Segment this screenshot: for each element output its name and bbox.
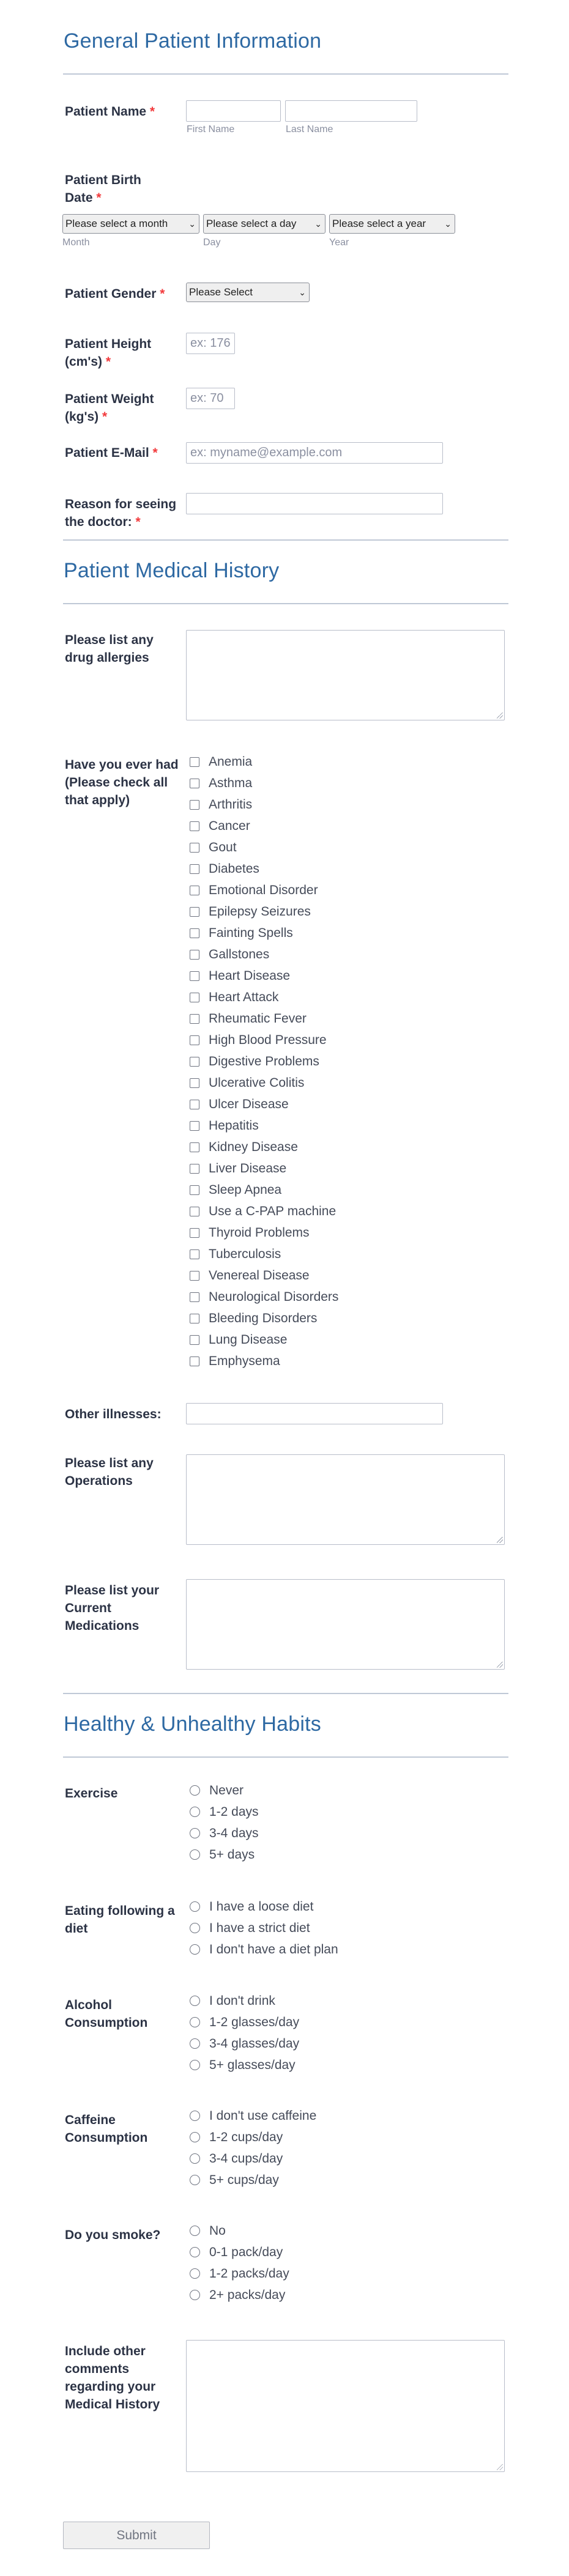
condition-option[interactable] [190, 815, 250, 837]
diet-option[interactable] [190, 1917, 310, 1939]
condition-option[interactable] [190, 1243, 281, 1265]
radio-button[interactable] [190, 1923, 200, 1933]
condition-option[interactable] [190, 1008, 307, 1029]
alcohol-option-label: 5+ glasses/day [209, 2057, 296, 2072]
alcohol-option[interactable] [190, 2012, 299, 2033]
year-sublabel: Year [329, 237, 349, 248]
checkbox[interactable] [190, 1100, 199, 1109]
day-sublabel: Day [203, 237, 221, 248]
allergies-textarea[interactable] [186, 630, 505, 720]
first-name-sublabel: First Name [187, 124, 235, 135]
patient-name-label: Patient Name * [65, 105, 155, 119]
caffeine-option[interactable] [190, 2126, 283, 2148]
email-input[interactable]: ex: myname@example.com [186, 442, 443, 464]
radio-button[interactable] [190, 1944, 200, 1955]
required-mark: * [149, 105, 155, 119]
checkbox[interactable] [190, 1185, 199, 1195]
birth-month-select[interactable]: Please select a month ⌄ [62, 214, 199, 234]
operations-label: Please list any Operations [65, 1456, 154, 1488]
condition-option-label: Bleeding Disorders [209, 1311, 318, 1325]
other-illnesses-label: Other illnesses: [65, 1407, 162, 1421]
section-divider [63, 603, 508, 604]
alcohol-option[interactable] [190, 2033, 299, 2054]
checkbox[interactable] [190, 1292, 199, 1302]
radio-button[interactable] [190, 2153, 200, 2164]
checkbox[interactable] [190, 1314, 199, 1323]
caffeine-option-label: 3-4 cups/day [209, 2151, 283, 2166]
condition-option-label: Use a C-PAP machine [209, 1204, 337, 1218]
gender-label: Patient Gender * [65, 287, 165, 301]
smoke-option[interactable] [190, 2284, 285, 2306]
condition-option-label: Digestive Problems [209, 1054, 319, 1068]
birth-date-label: Patient Birth Date * [65, 173, 141, 205]
gender-select[interactable]: Please Select ⌄ [186, 283, 310, 302]
checkbox[interactable] [190, 864, 199, 874]
condition-option-label: Tuberculosis [209, 1246, 281, 1261]
checkbox[interactable] [190, 1207, 199, 1216]
condition-option-label: Arthritis [209, 797, 253, 812]
condition-option[interactable] [190, 1222, 310, 1243]
weight-input[interactable]: ex: 70 [186, 388, 235, 409]
checkbox[interactable] [190, 886, 199, 895]
chevron-down-icon: ⌄ [299, 287, 306, 297]
weight-label: Patient Weight (kg's) * [65, 392, 154, 424]
checkbox[interactable] [190, 800, 199, 810]
checkbox[interactable] [190, 971, 199, 981]
section-divider [63, 539, 508, 541]
condition-option-label: Gallstones [209, 947, 270, 961]
condition-option[interactable] [190, 837, 237, 858]
alcohol-label: Alcohol Consumption [65, 1998, 148, 2030]
condition-option[interactable] [190, 922, 293, 944]
condition-option[interactable] [190, 794, 252, 815]
condition-option-label: Diabetes [209, 861, 259, 876]
condition-option[interactable] [190, 1179, 281, 1201]
required-mark: * [152, 446, 158, 460]
checkbox[interactable] [190, 843, 199, 853]
exercise-option[interactable] [190, 1801, 259, 1823]
condition-option[interactable] [190, 965, 290, 986]
radio-button[interactable] [190, 2268, 200, 2279]
condition-option-label: Epilepsy Seizures [209, 904, 311, 919]
checkbox[interactable] [190, 1121, 199, 1131]
checkbox[interactable] [190, 1228, 199, 1238]
alcohol-option-label: 1-2 glasses/day [209, 2015, 300, 2029]
radio-button[interactable] [190, 2017, 200, 2027]
condition-option-label: Lung Disease [209, 1332, 288, 1347]
condition-option[interactable] [190, 1308, 317, 1329]
condition-option-label: Neurological Disorders [209, 1289, 339, 1304]
section-divider [63, 1756, 508, 1758]
checkbox[interactable] [190, 1078, 199, 1088]
section-title-general: General Patient Information [64, 29, 322, 53]
condition-option-label: Sleep Apnea [209, 1182, 282, 1197]
condition-option[interactable] [190, 1286, 338, 1308]
smoke-option-label: 2+ packs/day [209, 2287, 286, 2302]
checkbox[interactable] [190, 950, 199, 960]
birth-year-select[interactable]: Please select a year ⌄ [329, 214, 455, 234]
operations-textarea[interactable] [186, 1454, 505, 1545]
condition-option[interactable] [190, 1265, 310, 1286]
radio-button[interactable] [190, 1828, 200, 1838]
condition-option[interactable] [190, 1158, 286, 1179]
radio-button[interactable] [190, 2175, 200, 2185]
condition-option-label: Cancer [209, 818, 250, 833]
exercise-label: Exercise [65, 1786, 118, 1801]
radio-button[interactable] [190, 2132, 200, 2142]
section-divider [63, 73, 508, 75]
birth-day-select[interactable]: Please select a day ⌄ [203, 214, 325, 234]
condition-option[interactable] [190, 1115, 259, 1136]
checkbox[interactable] [190, 1035, 199, 1045]
resize-handle-icon[interactable] [497, 1662, 503, 1668]
condition-option[interactable] [190, 751, 252, 772]
height-label: Patient Height (cm's) * [65, 337, 152, 369]
condition-option[interactable] [190, 1136, 298, 1158]
allergies-label: Please list any drug allergies [65, 633, 154, 665]
required-mark: * [105, 355, 111, 369]
exercise-option[interactable] [190, 1823, 259, 1844]
diet-option-label: I have a loose diet [209, 1899, 314, 1914]
required-mark: * [160, 287, 165, 301]
condition-option-label: Asthma [209, 775, 253, 790]
condition-option[interactable] [190, 772, 252, 794]
radio-button[interactable] [190, 2060, 200, 2070]
other-illnesses-input[interactable] [186, 1403, 443, 1424]
caffeine-option-label: 1-2 cups/day [209, 2130, 283, 2144]
condition-option-label: Emotional Disorder [209, 883, 318, 897]
last-name-input[interactable] [285, 100, 417, 122]
conditions-label: Have you ever had (Please check all that apply) [65, 758, 179, 807]
condition-option-label: Fainting Spells [209, 925, 293, 940]
radio-button[interactable] [190, 1807, 200, 1817]
condition-option-label: Ulcerative Colitis [209, 1075, 305, 1090]
radio-button[interactable] [190, 1785, 200, 1796]
submit-button[interactable]: Submit [63, 2522, 210, 2549]
diet-option-label: I don't have a diet plan [209, 1942, 338, 1956]
section-title-habits: Healthy & Unhealthy Habits [64, 1712, 321, 1736]
condition-option[interactable] [190, 879, 318, 901]
alcohol-option-label: 3-4 glasses/day [209, 2036, 300, 2051]
exercise-option-label: 1-2 days [209, 1804, 259, 1819]
resize-handle-icon[interactable] [497, 2464, 503, 2470]
condition-option[interactable] [190, 1329, 287, 1350]
reason-label: Reason for seeing the doctor: * [65, 497, 177, 529]
condition-option[interactable] [190, 1350, 280, 1372]
condition-option[interactable] [190, 901, 311, 922]
diet-option-label: I have a strict diet [209, 1920, 310, 1935]
smoke-option[interactable] [190, 2220, 226, 2241]
checkbox[interactable] [190, 1356, 199, 1366]
checkbox[interactable] [190, 1164, 199, 1174]
checkbox[interactable] [190, 1142, 199, 1152]
caffeine-option-label: 5+ cups/day [209, 2172, 279, 2187]
caffeine-option[interactable] [190, 2105, 316, 2126]
section-divider [63, 1693, 508, 1694]
chevron-down-icon: ⌄ [444, 219, 452, 229]
condition-option-label: Venereal Disease [209, 1268, 310, 1282]
diet-option[interactable] [190, 1896, 313, 1917]
medications-textarea[interactable] [186, 1579, 505, 1670]
section-title-history: Patient Medical History [64, 559, 280, 582]
condition-option-label: Thyroid Problems [209, 1225, 310, 1240]
alcohol-option[interactable] [190, 2054, 296, 2076]
smoke-option-label: 1-2 packs/day [209, 2266, 289, 2281]
condition-option-label: Kidney Disease [209, 1139, 298, 1154]
smoke-option[interactable] [190, 2263, 289, 2284]
exercise-option-label: 3-4 days [209, 1826, 259, 1840]
resize-handle-icon[interactable] [497, 1537, 503, 1543]
condition-option-label: Heart Attack [209, 990, 279, 1004]
required-mark: * [96, 191, 102, 205]
exercise-option[interactable] [190, 1844, 255, 1865]
reason-input[interactable] [186, 493, 443, 514]
radio-button[interactable] [190, 2038, 200, 2049]
checkbox[interactable] [190, 1335, 199, 1345]
comments-textarea[interactable] [186, 2340, 505, 2472]
condition-option-label: Gout [209, 840, 237, 854]
condition-option-label: High Blood Pressure [209, 1032, 327, 1047]
caffeine-label: Caffeine Consumption [65, 2113, 148, 2145]
checkbox[interactable] [190, 928, 199, 938]
height-input[interactable]: ex: 176 [186, 333, 235, 354]
caffeine-option-label: I don't use caffeine [209, 2108, 317, 2123]
radio-button[interactable] [190, 2290, 200, 2300]
exercise-option-label: Never [209, 1783, 244, 1797]
condition-option[interactable] [190, 986, 278, 1008]
condition-option-label: Rheumatic Fever [209, 1011, 307, 1026]
condition-option[interactable] [190, 1072, 304, 1094]
month-sublabel: Month [62, 237, 90, 248]
checkbox[interactable] [190, 1014, 199, 1024]
checkbox[interactable] [190, 907, 199, 917]
required-mark: * [102, 410, 108, 424]
checkbox[interactable] [190, 993, 199, 1002]
checkbox[interactable] [190, 757, 199, 767]
checkbox[interactable] [190, 1249, 199, 1259]
comments-label: Include other comments regarding your Medical History [65, 2344, 160, 2411]
alcohol-option[interactable] [190, 1990, 275, 2012]
condition-option-label: Ulcer Disease [209, 1097, 289, 1111]
smoke-option-label: 0-1 pack/day [209, 2245, 283, 2259]
exercise-option[interactable] [190, 1780, 244, 1801]
condition-option-label: Hepatitis [209, 1118, 259, 1133]
email-label: Patient E-Mail * [65, 446, 158, 460]
chevron-down-icon: ⌄ [188, 219, 196, 229]
alcohol-option-label: I don't drink [209, 1993, 275, 2008]
condition-option[interactable] [190, 944, 269, 965]
condition-option[interactable] [190, 1029, 327, 1051]
condition-option-label: Heart Disease [209, 968, 291, 983]
condition-option[interactable] [190, 858, 259, 879]
smoke-label: Do you smoke? [65, 2228, 161, 2242]
checkbox[interactable] [190, 821, 199, 831]
radio-button[interactable] [190, 1849, 200, 1860]
first-name-input[interactable] [186, 100, 281, 122]
condition-option-label: Emphysema [209, 1353, 280, 1368]
checkbox[interactable] [190, 1271, 199, 1281]
condition-option-label: Anemia [209, 754, 253, 769]
chevron-down-icon: ⌄ [314, 219, 322, 229]
resize-handle-icon[interactable] [497, 712, 503, 719]
radio-button[interactable] [190, 1901, 200, 1912]
radio-button[interactable] [190, 2226, 200, 2236]
caffeine-option[interactable] [190, 2169, 279, 2191]
medications-label: Please list your Current Medications [65, 1583, 160, 1633]
diet-option[interactable] [190, 1939, 338, 1960]
smoke-option[interactable] [190, 2241, 283, 2263]
checkbox[interactable] [190, 779, 199, 788]
caffeine-option[interactable] [190, 2148, 283, 2169]
condition-option[interactable] [190, 1201, 336, 1222]
diet-label: Eating following a diet [65, 1904, 175, 1936]
smoke-option-label: No [209, 2223, 226, 2238]
condition-option-label: Liver Disease [209, 1161, 287, 1175]
required-mark: * [135, 515, 141, 529]
condition-option[interactable] [190, 1051, 319, 1072]
radio-button[interactable] [190, 1996, 200, 2006]
radio-button[interactable] [190, 2111, 200, 2121]
exercise-option-label: 5+ days [209, 1847, 255, 1862]
radio-button[interactable] [190, 2247, 200, 2257]
condition-option[interactable] [190, 1094, 289, 1115]
checkbox[interactable] [190, 1057, 199, 1067]
last-name-sublabel: Last Name [286, 124, 333, 135]
